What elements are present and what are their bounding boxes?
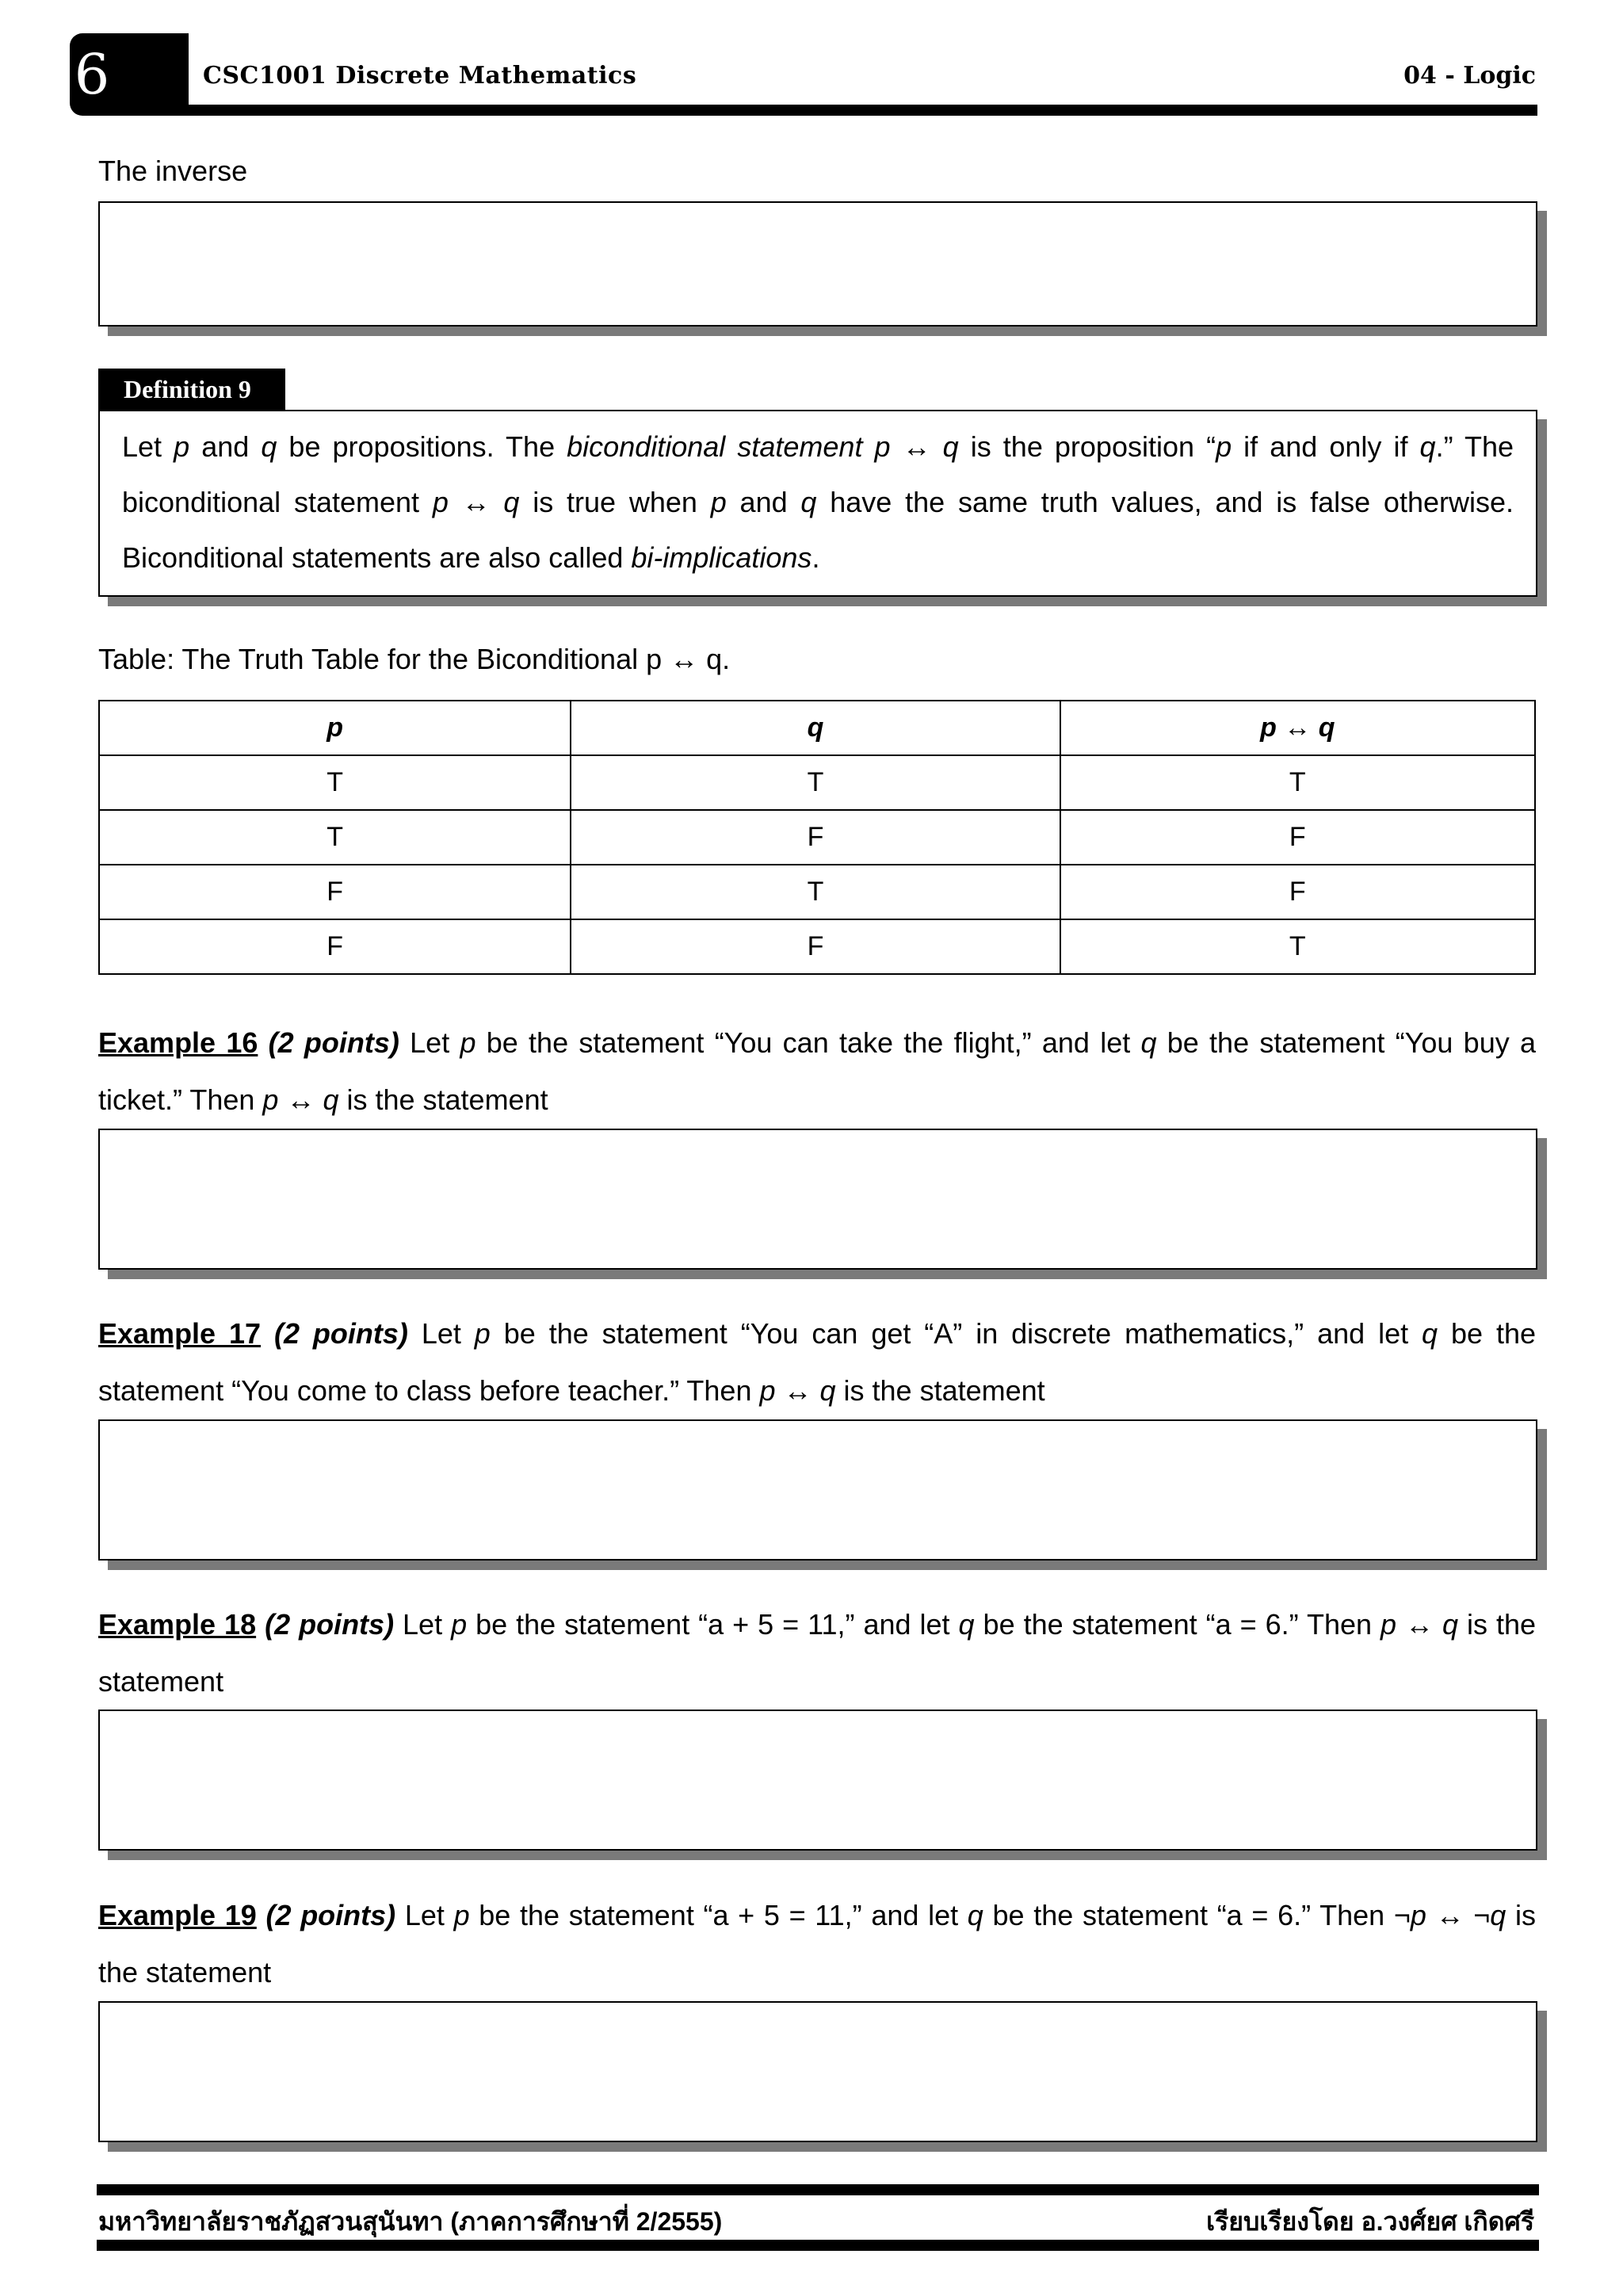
footer-university: มหาวิทยาลัยราชภัฏสวนสุนันทา (ภาคการศึกษาที่ 2/2555) <box>98 2207 723 2236</box>
cell: T <box>1060 919 1535 974</box>
table-row <box>99 810 1535 865</box>
example-19-text: Example 19 (2 points) Let p be the statement “a + 5 = 11,” and let q be the statement “a = 6.” Then ¬p ↔ ¬q is the statement <box>98 1899 1537 1988</box>
chapter-title: 04 - Logic <box>1403 62 1536 90</box>
footer-rule-top <box>97 2184 1539 2195</box>
inverse-label: The inverse <box>98 155 248 187</box>
cell: T <box>1060 755 1535 810</box>
footer-author: เรียบเรียงโดย อ.วงศ์ยศ เกิดศรี <box>1206 2207 1534 2236</box>
cell: T <box>99 755 571 810</box>
truth-table <box>98 700 1536 975</box>
table-header-row <box>99 701 1535 755</box>
cell: F <box>99 865 571 919</box>
definition-tab: Definition 9 <box>98 369 285 410</box>
cell: F <box>1060 865 1535 919</box>
example-18-text: Example 18 (2 points) Let p be the statement “a + 5 = 11,” and let q be the statement “a = 6.” Then p ↔ q is the statement <box>98 1608 1537 1698</box>
cell: F <box>99 919 571 974</box>
header-p: p <box>99 701 571 755</box>
table-row <box>99 919 1535 974</box>
definition-box <box>98 410 1537 597</box>
cell: F <box>571 919 1060 974</box>
header-p-iff-q: p ↔ q <box>1060 701 1535 755</box>
example-19-answer-box[interactable] <box>98 2001 1537 2142</box>
cell: T <box>99 810 571 865</box>
example-16-answer-box[interactable] <box>98 1129 1537 1270</box>
header-q: q <box>571 701 1060 755</box>
table-row <box>99 755 1535 810</box>
cell: T <box>571 755 1060 810</box>
example-18-answer-box[interactable] <box>98 1710 1537 1851</box>
cell: F <box>1060 810 1535 865</box>
table-row <box>99 865 1535 919</box>
example-17-text: Example 17 (2 points) Let p be the statement “You can get “A” in discrete mathematics,” and let q be the statement “You come to class before teacher.” Then p ↔ q is the statement <box>98 1317 1536 1407</box>
header-rule <box>187 105 1537 116</box>
course-title: CSC1001 Discrete Mathematics <box>203 62 637 90</box>
example-16-text: Example 16 (2 points) Let p be the statement “You can take the flight,” and let q be the statement “You buy a ticket.” Then p ↔ q is the statement <box>98 1026 1537 1116</box>
example-17-answer-box[interactable] <box>98 1419 1537 1561</box>
footer-rule-bottom <box>97 2240 1539 2251</box>
table-caption: Table: The Truth Table for the Biconditional p ↔ q. <box>98 643 731 675</box>
cell: F <box>571 810 1060 865</box>
cell: T <box>571 865 1060 919</box>
definition-text: Let p and q be propositions. The biconditional statement p ↔ q is the proposition “p if and only if q.” The biconditional statement p ↔ q is true when p and q have the same truth values, and is false otherwise. Biconditional statements are also called bi-implications. <box>122 430 1514 574</box>
page-number: 6 <box>74 42 110 107</box>
inverse-answer-box[interactable] <box>98 201 1537 327</box>
